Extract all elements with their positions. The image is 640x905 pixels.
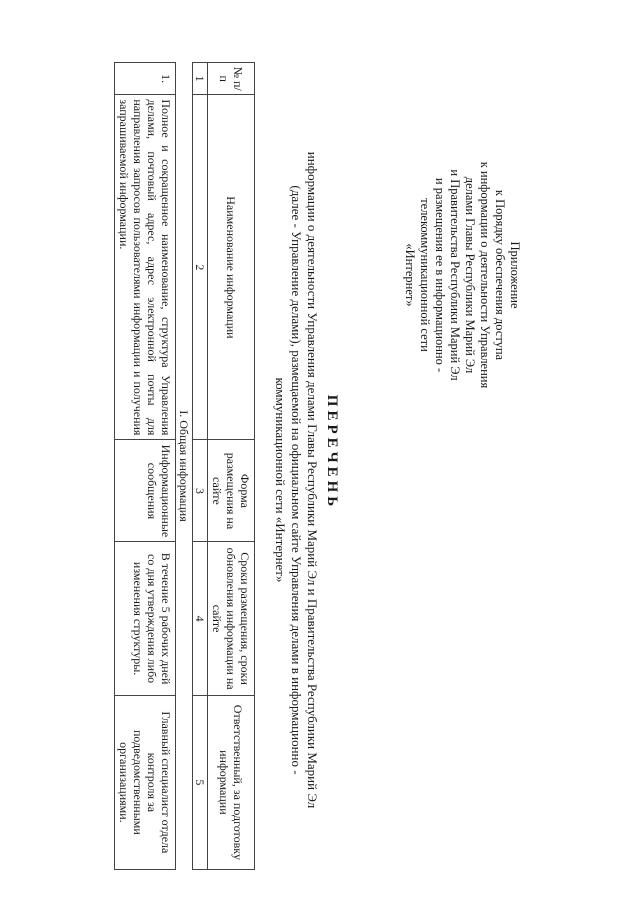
section-title: I. Общая информация xyxy=(176,63,193,870)
subtitle-line: коммуникационной сети «Интернет» xyxy=(273,377,288,583)
row-form: Информационные сообщения xyxy=(115,440,176,542)
appendix-line: и Правительства Республики Марий Эл xyxy=(448,169,462,381)
appendix-line: телекоммуникационной сети xyxy=(418,198,432,352)
subtitle-line: (далее - Управление делами), размещаемой на официальном сайте Управления делами в информационно - xyxy=(289,185,304,775)
column-number: 5 xyxy=(193,695,208,869)
row-name: Полное и сокращенное наименование, структура Управления делами, почтовый адрес, адрес электронной почты для направления запросов пользователями информации и получения запрашиваемой информации. xyxy=(115,95,176,440)
header-resp: Ответственный, за подготовку информации xyxy=(208,695,255,869)
information-table xyxy=(114,62,255,870)
header-name: Наименование информации xyxy=(208,95,255,440)
row-term: В течение 5 рабочих дней со дня утверждения либо изменения структуры. xyxy=(115,542,176,695)
section-row xyxy=(176,63,193,870)
column-number: 2 xyxy=(193,95,208,440)
row-number: 1. xyxy=(115,63,176,95)
appendix-line: к Порядку обеспечения доступа xyxy=(493,189,507,361)
header-num: № п/п xyxy=(208,63,255,95)
document-subtitle xyxy=(272,90,320,870)
table-row xyxy=(115,63,176,870)
column-number-row xyxy=(193,63,208,870)
document-title: ПЕРЕЧЕНЬ xyxy=(324,394,340,511)
column-number: 3 xyxy=(193,440,208,542)
appendix-line: «Интернет» xyxy=(403,243,417,307)
appendix-line: к информации о деятельности Управления xyxy=(478,161,492,389)
column-number: 1 xyxy=(193,63,208,95)
subtitle-line: информации о деятельности Управления делами Главы Республики Марий Эл и Правительства Республики Марий Эл xyxy=(305,151,320,809)
appendix-line: и размещения ее в информационно - xyxy=(433,177,447,373)
appendix-line: Приложение xyxy=(508,241,522,309)
row-responsible: Главный специалист отдела контроля за подведомственными организациями. xyxy=(115,695,176,869)
appendix-note xyxy=(402,60,522,490)
column-number: 4 xyxy=(193,542,208,695)
header-row xyxy=(208,63,255,870)
header-form: Форма размещения на сайте xyxy=(208,440,255,542)
header-term: Сроки размещения, сроки обновления информации на сайте xyxy=(208,542,255,695)
appendix-line: делами Главы Республики Марий Эл xyxy=(463,176,477,374)
